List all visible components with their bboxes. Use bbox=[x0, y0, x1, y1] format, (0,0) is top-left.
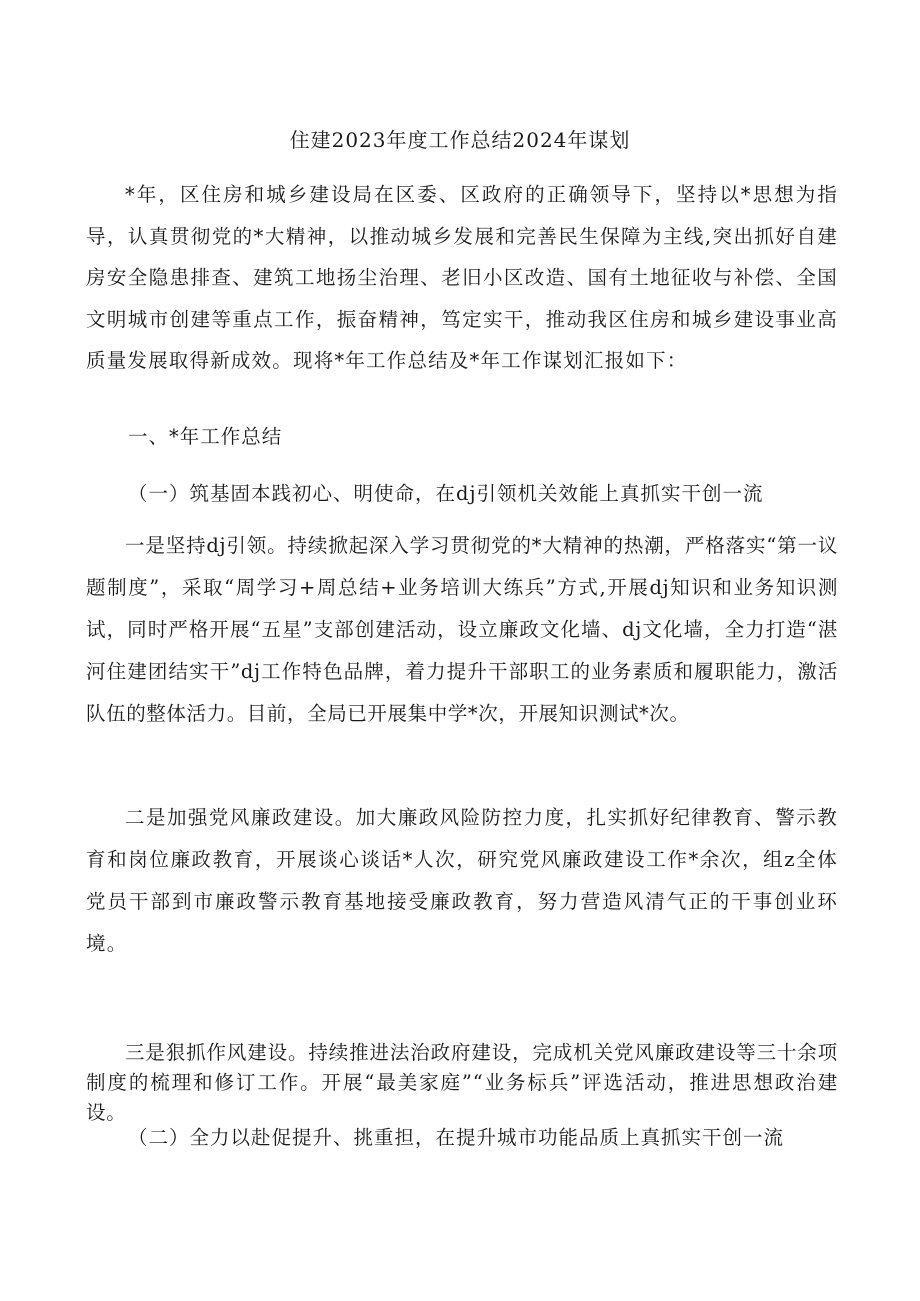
intro-text: *年，区住房和城乡建设局在区委、区政府的正确领导下，坚持以*思想为指导，认真贯彻党的*大精神，以推动城乡发展和完善民生保障为主线,突出抓好自建房安全隐患排查、建筑工地扬尘治理、老旧小区改造、国有土地征收与补偿、全国文明城市创建等重点工作，振奋精神，笃定实干，推动我区住房和城乡建设事业高质量发展取得新成效。现将*年工作总结及*年工作谋划汇报如下： bbox=[86, 183, 838, 372]
paragraph-party-leadership bbox=[86, 525, 838, 735]
paragraph-text: 二是加强党风廉政建设。加大廉政风险防控力度，扎实抓好纪律教育、警示教育和岗位廉政教育，开展谈心谈话*人次，研究党风廉政建设工作*余次，组z全体党员干部到市廉政警示教育基地接受廉政教育，努力营造风清气正的干事创业环境。 bbox=[86, 806, 838, 955]
subsection-heading-1: （一）筑基固本践初心、明使命，在dj引领机关效能上真抓实干创一流 bbox=[128, 482, 764, 505]
subsection-heading-2: （二）全力以赴促提升、挑重担，在提升城市功能品质上真抓实干创一流 bbox=[128, 1126, 785, 1149]
paragraph-work-style bbox=[86, 1038, 838, 1128]
intro-paragraph bbox=[86, 174, 838, 382]
paragraph-integrity bbox=[86, 797, 838, 965]
document-title: 住建2023年度工作总结2024年谋划 bbox=[289, 128, 631, 152]
section-heading-1: 一、*年工作总结 bbox=[128, 425, 283, 448]
paragraph-text: 一是坚持dj引领。持续掀起深入学习贯彻党的*大精神的热潮，严格落实“第一议题制度”，采取“周学习+周总结+业务培训大练兵”方式,开展dj知识和业务知识测试，同时严格开展“五星”支部创建活动，设立廉政文化墙、dj文化墙，全力打造“湛河住建团结实干”dj工作特色品牌，着力提升干部职工的业务素质和履职能力，激活队伍的整体活力。目前，全局已开展集中学*次，开展知识测试*次。 bbox=[86, 534, 838, 725]
paragraph-text: 三是狠抓作风建设。持续推进法治政府建设，完成机关党风廉政建设等三十余项制度的梳理和修订工作。开展“最美家庭”“业务标兵”评选活动，推进思想政治建设。 bbox=[86, 1041, 838, 1124]
